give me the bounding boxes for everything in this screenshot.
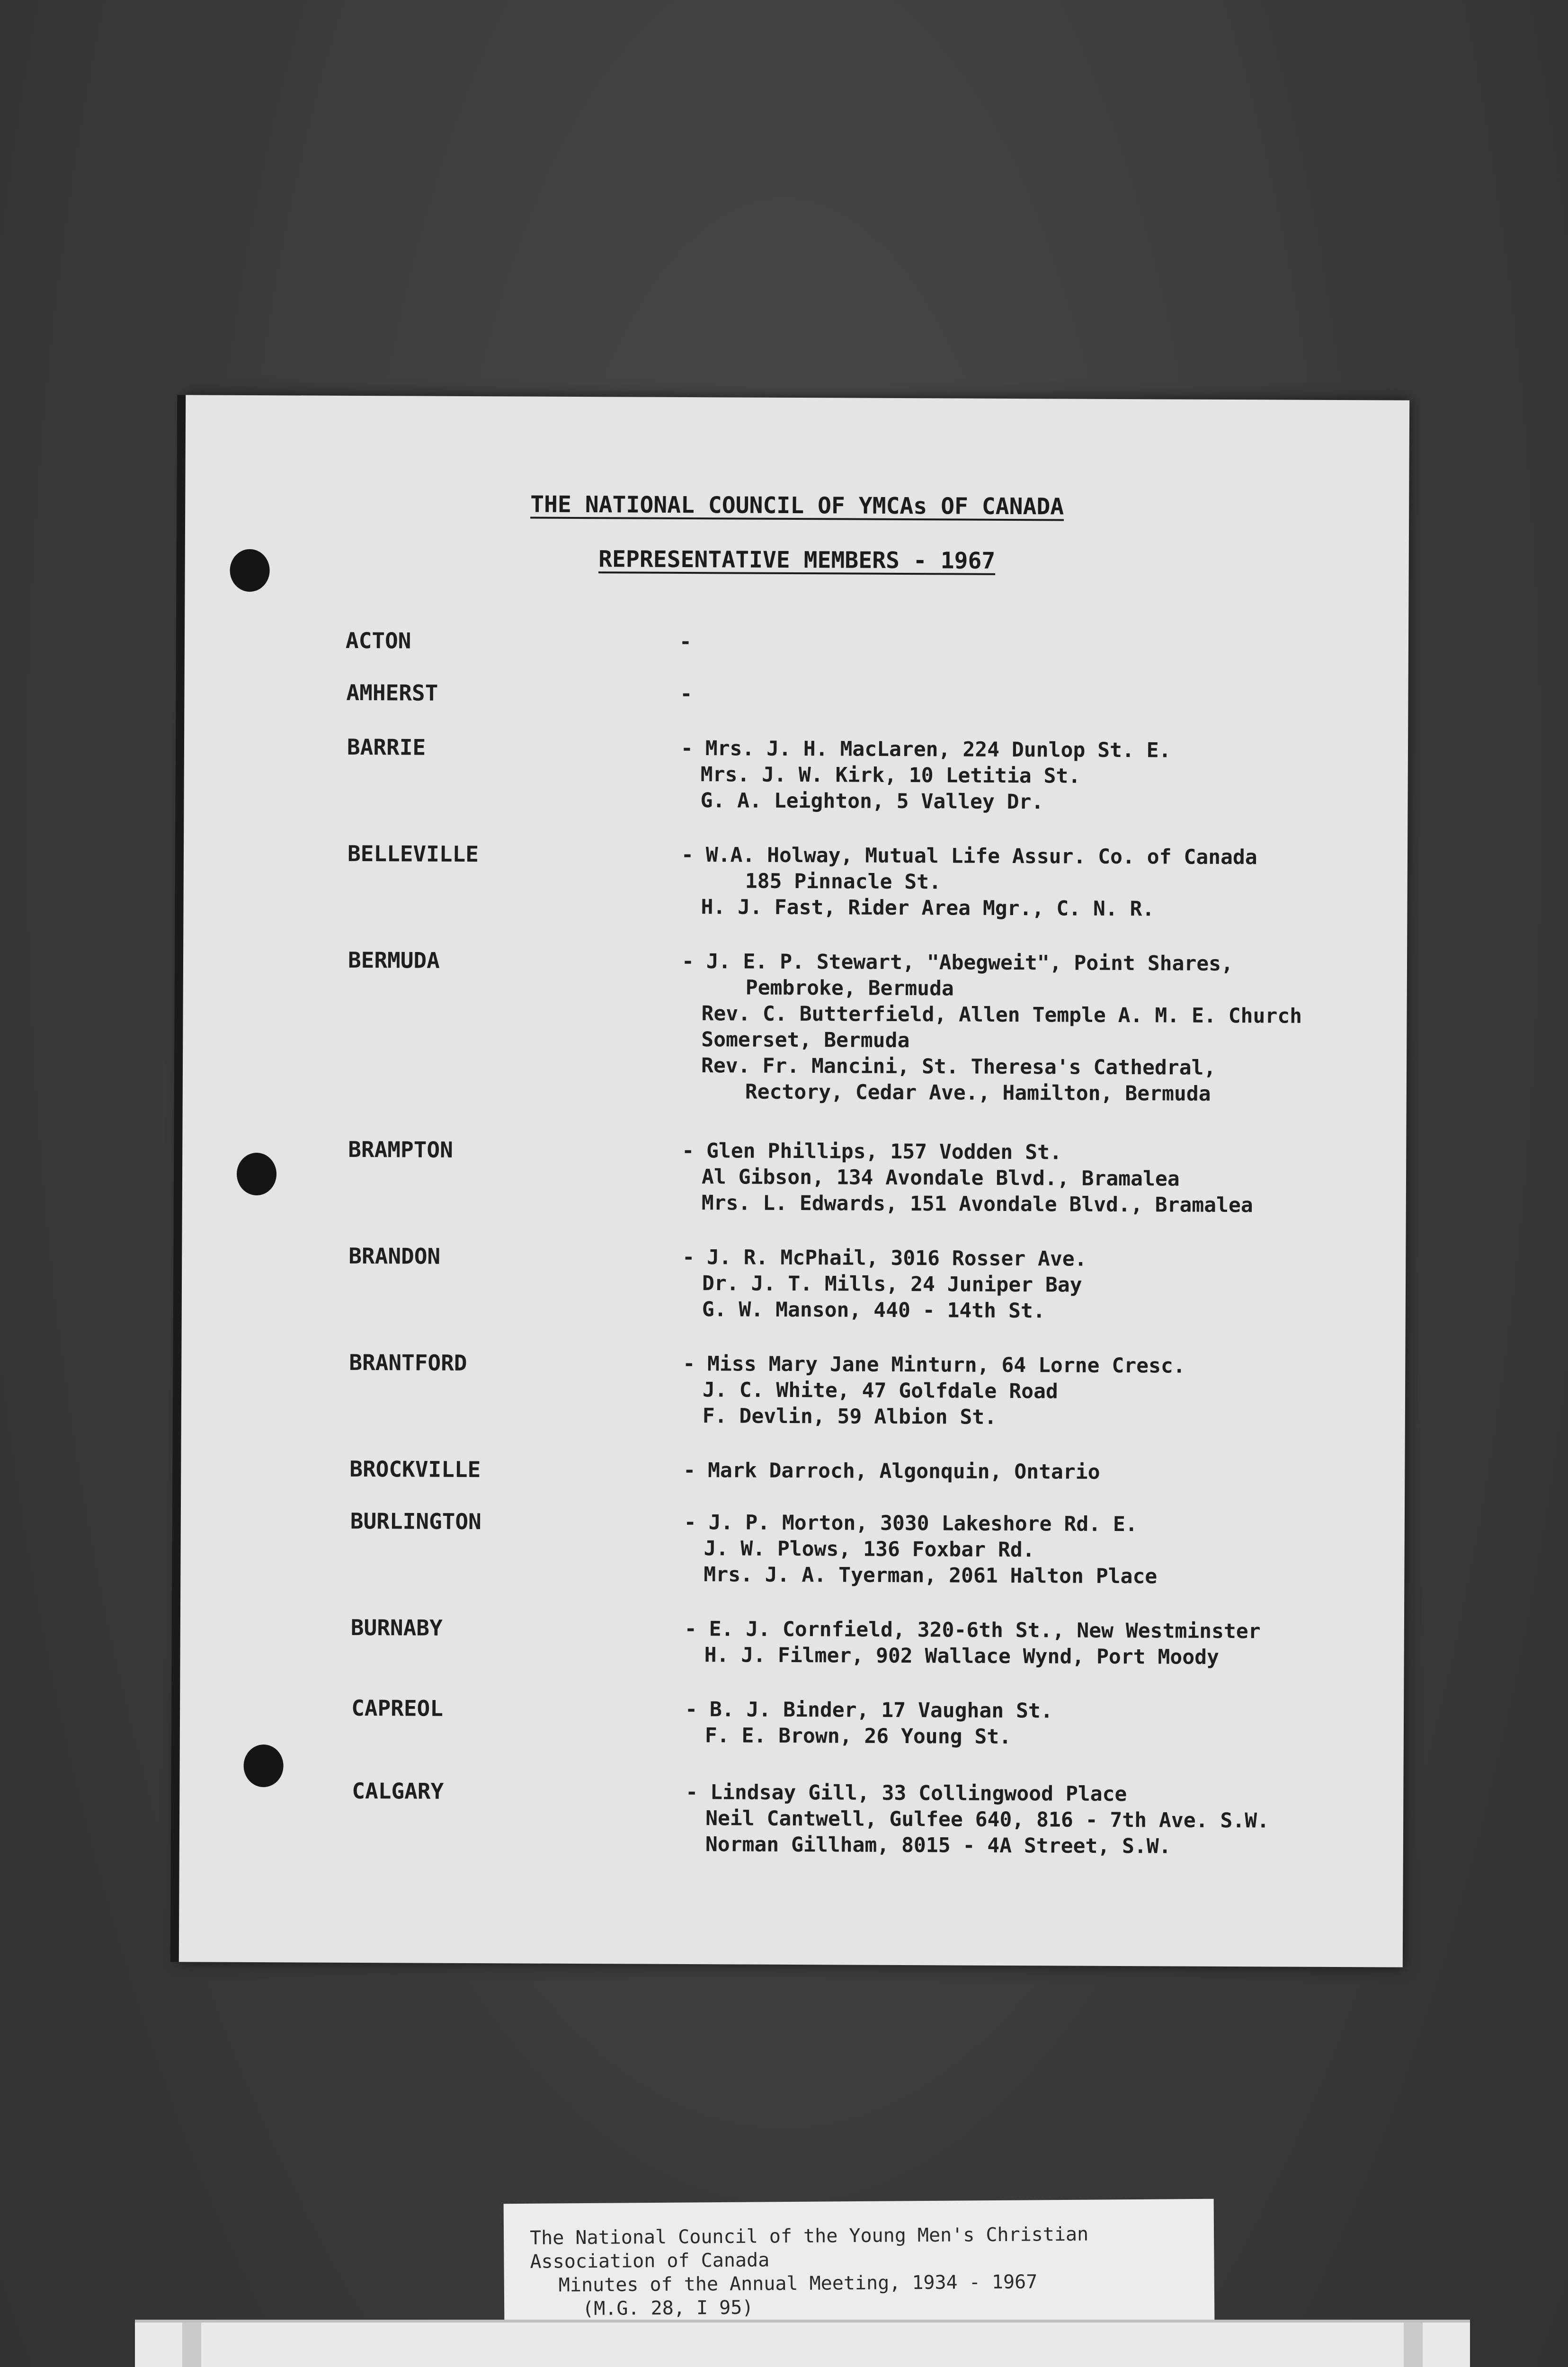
entry-members: [684, 1510, 1158, 1590]
entry-members: [679, 629, 692, 655]
member-line: Rev. C. Butterfield, Allen Temple A. M. E. Church: [701, 1002, 1302, 1028]
member-line: F. E. Brown, 26 Young St.: [704, 1724, 1012, 1749]
member-line: Neil Cantwell, Gulfee 640, 816 - 7th Ave. S.W.: [705, 1806, 1270, 1833]
entry-members: [685, 1616, 1261, 1671]
member-line: 185 Pinnacle St.: [745, 869, 942, 894]
member-line: G. W. Manson, 440 - 14th St.: [702, 1298, 1045, 1323]
entry-members: [682, 1245, 1087, 1325]
entry-members: [686, 1780, 1270, 1860]
member-line: Somerset, Bermuda: [701, 1028, 910, 1053]
archive-plate: [135, 2320, 1470, 2367]
entry-city: BURLINGTON: [350, 1508, 481, 1535]
member-line: - J. P. Morton, 3030 Lakeshore Rd. E.: [684, 1510, 1138, 1537]
member-line: Pembroke, Bermuda: [745, 976, 954, 1001]
entry-members: [683, 1351, 1185, 1432]
member-line: H. J. Fast, Rider Area Mgr., C. N. R.: [701, 895, 1155, 921]
catalogue-label-line-3: Minutes of the Annual Meeting, 1934 - 1967: [558, 2271, 1038, 2296]
member-line: Dr. J. T. Mills, 24 Juniper Bay: [702, 1272, 1082, 1297]
punch-hole-middle: [237, 1153, 276, 1195]
punch-hole-bottom: [243, 1744, 283, 1787]
member-line: Mrs. J. W. Kirk, 10 Letitia St.: [700, 763, 1081, 788]
member-line: - J. E. P. Stewart, "Abegweit", Point Shares,: [681, 949, 1234, 976]
entry-city: ACTON: [345, 627, 411, 654]
entry-members: [683, 1458, 1100, 1486]
document-title: [185, 489, 1409, 521]
member-line: - Glen Phillips, 157 Vodden St.: [682, 1139, 1062, 1165]
entry-members: [681, 842, 1257, 923]
member-line: J. W. Plows, 136 Foxbar Rd.: [704, 1537, 1035, 1562]
entry-city: CALGARY: [352, 1778, 444, 1804]
document-subtitle: [185, 544, 1409, 576]
document-title-text: THE NATIONAL COUNCIL OF YMCAs OF CANADA: [530, 491, 1064, 520]
entry-city: BELLEVILLE: [347, 840, 479, 867]
member-line: -: [680, 682, 693, 706]
member-line: - Lindsay Gill, 33 Collingwood Place: [686, 1780, 1127, 1806]
entry-city: BROCKVILLE: [349, 1456, 481, 1483]
entry-members: [681, 949, 1302, 1108]
member-line: H. J. Filmer, 902 Wallace Wynd, Port Moody: [704, 1643, 1220, 1669]
member-line: - Mark Darroch, Algonquin, Ontario: [683, 1458, 1100, 1484]
entry-city: AMHERST: [346, 679, 438, 706]
entry-members: [680, 736, 1171, 816]
member-line: - Mrs. J. H. MacLaren, 224 Dunlop St. E.: [680, 736, 1171, 763]
catalogue-label-line-1: The National Council of the Young Men's Christian: [529, 2223, 1089, 2249]
member-line: Al Gibson, 134 Avondale Blvd., Bramalea: [701, 1165, 1180, 1191]
catalogue-label-line-4: (M.G. 28, I 95): [582, 2296, 754, 2320]
member-line: F. Devlin, 59 Albion St.: [702, 1404, 997, 1429]
member-line: -: [679, 630, 692, 654]
member-line: Norman Gillham, 8015 - 4A Street, S.W.: [705, 1833, 1171, 1859]
member-line: - B. J. Binder, 17 Vaughan St.: [685, 1698, 1053, 1723]
member-line: - J. R. McPhail, 3016 Rosser Ave.: [682, 1245, 1087, 1271]
entry-city: BRANTFORD: [349, 1349, 467, 1376]
member-line: Mrs. J. A. Tyerman, 2061 Halton Place: [704, 1563, 1158, 1589]
entry-city: BERMUDA: [347, 947, 440, 973]
entry-city: BRAMPTON: [348, 1136, 453, 1163]
member-line: - Miss Mary Jane Minturn, 64 Lorne Cresc.: [683, 1352, 1185, 1378]
entry-city: BARRIE: [347, 734, 426, 760]
member-line: - E. J. Cornfield, 320-6th St., New Westminster: [684, 1617, 1261, 1644]
member-line: Rev. Fr. Mancini, St. Theresa's Cathedral,: [701, 1054, 1216, 1080]
entry-city: CAPREOL: [351, 1695, 444, 1721]
member-line: Mrs. L. Edwards, 151 Avondale Blvd., Bramalea: [701, 1191, 1253, 1218]
member-line: Rectory, Cedar Ave., Hamilton, Bermuda: [745, 1080, 1211, 1106]
plate-right-edge: [1404, 2323, 1423, 2367]
catalogue-label-line-2: Association of Canada: [530, 2249, 770, 2273]
document-subtitle-text: REPRESENTATIVE MEMBERS - 1967: [598, 546, 996, 574]
member-line: G. A. Leighton, 5 Valley Dr.: [700, 789, 1044, 814]
entry-city: BRANDON: [348, 1243, 441, 1269]
entry-members: [682, 1138, 1254, 1219]
member-line: - W.A. Holway, Mutual Life Assur. Co. of Canada: [681, 843, 1257, 870]
entry-members: [685, 1697, 1053, 1750]
entry-city: BURNABY: [350, 1614, 443, 1641]
document-sheet: [179, 395, 1409, 1967]
member-line: J. C. White, 47 Golfdale Road: [702, 1378, 1058, 1404]
entry-members: [680, 681, 692, 707]
plate-left-edge: [182, 2323, 201, 2367]
